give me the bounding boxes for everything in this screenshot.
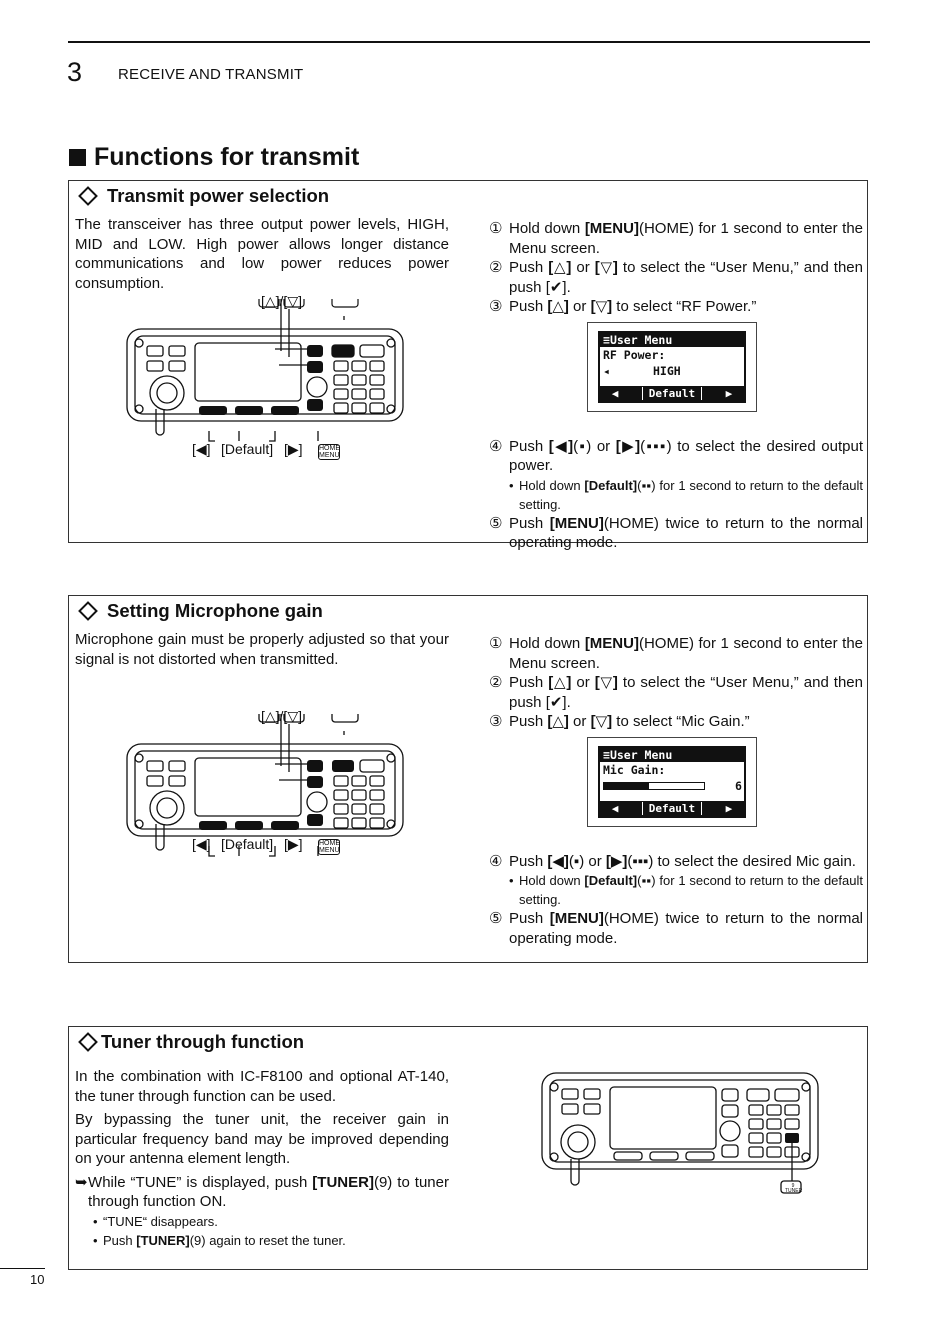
mic-step-1: ① Hold down [MENU](HOME) for 1 second to enter the Menu screen. — [489, 635, 864, 672]
power-fig-home-label: HOME MENU — [319, 445, 340, 459]
lcd-title: ≡User Menu — [600, 333, 744, 347]
mic-fig-updown-label: [△]/[▽] — [261, 708, 302, 724]
tuner-fig-label: 9 TUNER — [785, 1183, 803, 1194]
mic-fig-right-label: [▶] — [284, 836, 303, 852]
diamond-icon — [78, 601, 98, 621]
power-fig-right-label: [▶] — [284, 441, 303, 457]
power-fig-left-label: [◀] — [192, 441, 211, 457]
gain-bar — [603, 782, 705, 790]
lcd-softkeys: ◀ Default ▶ — [600, 801, 744, 816]
chapter-title: RECEIVE AND TRANSMIT — [118, 66, 304, 83]
power-step-5: ⑤ Push [MENU](HOME) twice to return to the normal operating mode. — [489, 514, 863, 551]
power-step-4: ④ Push [◀](▪) or [▶](▪▪▪) to select the desired output power. — [489, 437, 864, 474]
lcd-value-row: 6 — [600, 778, 744, 794]
page-number-rule — [0, 1268, 45, 1269]
chapter-number: 3 — [67, 57, 83, 87]
page-number: 10 — [30, 1272, 45, 1287]
tuner-bullet-1: • “TUNE“ disappears. — [93, 1213, 218, 1229]
mic-intro: Microphone gain must be properly adjusted so that your signal is not distorted when transmitted. — [75, 631, 449, 668]
power-sub-note: • Hold down [Default](▪▪) for 1 second to return to the default setting. — [509, 477, 863, 512]
lcd-item: RF Power: — [603, 348, 666, 362]
power-fig-updown-label: [△]/[▽] — [261, 293, 302, 309]
mic-sub-note: • Hold down [Default](▪▪) for 1 second to return to the default setting. — [509, 873, 863, 907]
mic-section — [68, 595, 868, 963]
diamond-icon — [78, 1032, 98, 1052]
mic-heading: Setting Microphone gain — [77, 600, 323, 622]
power-intro: The transceiver has three output power levels, HIGH, MID and LOW. High power allows longer distance communications and low power reduces power consumption. — [75, 216, 449, 292]
arrow-right-icon: ➥ — [75, 1173, 88, 1191]
power-lcd-screen — [587, 322, 757, 412]
power-step-2: ② Push [△] or [▽] to select the “User Menu,” and then push [✔]. — [489, 259, 863, 296]
mic-step-2: ② Push [△] or [▽] to select the “User Menu,” and then push [✔]. — [489, 674, 863, 711]
lcd-value-row: ◂ HIGH — [603, 364, 681, 378]
header-rule — [68, 41, 870, 43]
power-heading: Transmit power selection — [77, 185, 329, 207]
tuner-instruction: ➥ While “TUNE” is displayed, push [TUNER](9) to tuner through function ON. — [75, 1173, 449, 1210]
radio-front-panel-figure — [119, 714, 419, 879]
tuner-p2: By bypassing the tuner unit, the receiver gain in particular frequency band may be improved depending on your antenna element length. — [75, 1111, 449, 1167]
tuner-heading: Tuner through function — [77, 1031, 304, 1053]
power-step-3: ③ Push [△] or [▽] to select “RF Power.” — [489, 298, 757, 315]
tuner-section — [68, 1026, 868, 1270]
menu-icon: ≡ — [603, 748, 610, 762]
radio-front-panel-figure — [119, 299, 419, 464]
diamond-icon — [78, 186, 98, 206]
lcd-softkeys: ◀ Default ▶ — [600, 386, 744, 401]
mic-step-5: ⑤ Push [MENU](HOME) twice to return to the normal operating mode. — [489, 910, 863, 947]
mic-lcd-screen — [587, 737, 757, 827]
mic-fig-left-label: [◀] — [192, 836, 211, 852]
mic-step-4: ④ Push [◀](▪) or [▶](▪▪▪) to select the desired Mic gain. — [489, 852, 856, 870]
tuner-bullet-2: • Push [TUNER](9) again to reset the tuner. — [93, 1232, 346, 1248]
tuner-text — [75, 1067, 449, 1250]
mic-step-3: ③ Push [△] or [▽] to select “Mic Gain.” — [489, 713, 750, 730]
lcd-item: Mic Gain: — [603, 763, 666, 777]
mic-fig-home-label: HOME MENU — [319, 840, 340, 854]
square-bullet-icon — [69, 149, 86, 166]
menu-icon: ≡ — [603, 333, 610, 347]
tuner-p1: In the combination with IC-F8100 and optional AT-140, the tuner through function can be used. — [75, 1068, 449, 1105]
section-title: Functions for transmit — [69, 143, 359, 172]
lcd-title: ≡User Menu — [600, 748, 744, 762]
power-step-1: ① Hold down [MENU](HOME) for 1 second to enter the Menu screen. — [489, 220, 864, 257]
power-fig-default-label: [Default] — [221, 441, 274, 457]
power-section — [68, 180, 868, 551]
mic-fig-default-label: [Default] — [221, 836, 274, 852]
